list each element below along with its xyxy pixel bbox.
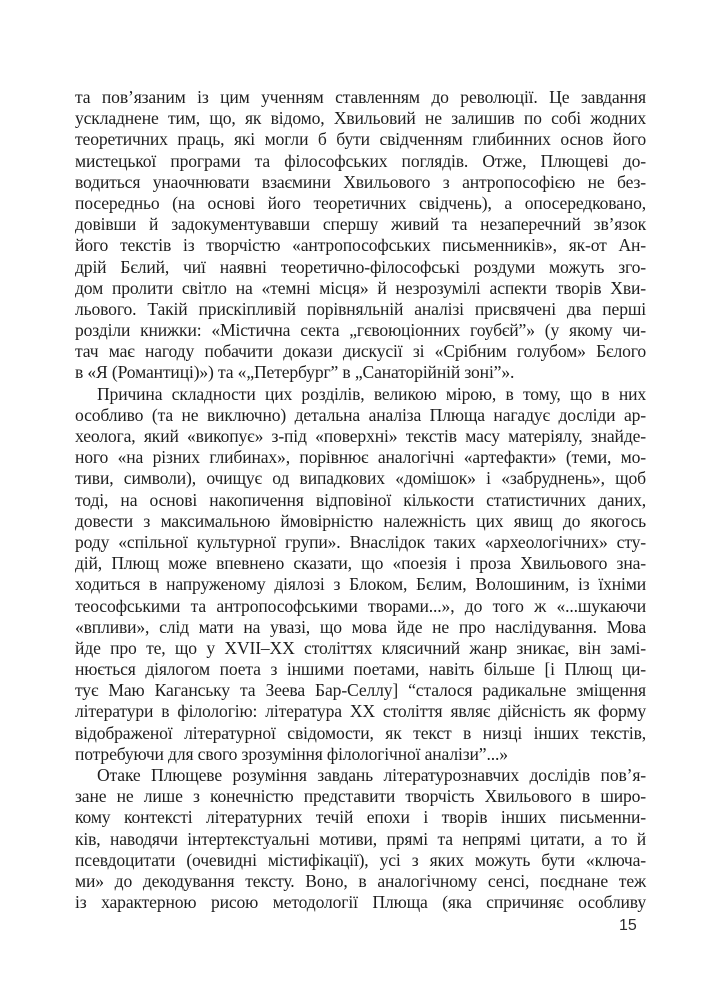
text-line: ного «на різних глибинах», порівнює аналогічні «артефакти» (теми, мо- xyxy=(75,447,646,468)
text-line: йде про те, що у XVII–XX століттях клясичний жанр зникає, він замі- xyxy=(75,637,646,658)
page-number: 15 xyxy=(619,917,637,934)
text-line: особливо (та не виключно) детальна аналіза Плюща нагадує досліди ар- xyxy=(75,404,646,425)
text-line: Причина складности цих розділів, великою мірою, в тому, що в них xyxy=(97,383,646,404)
text-line: його текстів із творчістю «антропософських письменників», як-от Ан- xyxy=(75,235,646,256)
text-line: розділи книжки: «Містична секта „гєвоюціонних гоубєй”» (у якому чи- xyxy=(75,320,646,341)
text-line: псевдоцитати (очевидні містифікації), усі з яких можуть бути «ключа- xyxy=(75,849,646,870)
text-line: льового. Такій прискіпливій порівняльній аналізі присвячені два перші xyxy=(75,298,646,319)
text-line: тач має нагоду побачити докази дискусії зі «Срібним голубом» Бєлого xyxy=(75,341,646,362)
text-line: тує Маю Каганську та Зеева Бар-Селлу] “сталося радикальне зміщення xyxy=(75,680,646,701)
text-line: хеолога, який «викопує» з-під «поверхні» текстів масу матеріялу, знайде- xyxy=(75,426,646,446)
text-line: із характерною рисою методології Плюща (яка спричиняє особливу xyxy=(75,892,646,913)
text-line: дрій Бєлий, чиї наявні теоретично-філософські роздуми можуть зго- xyxy=(75,256,646,277)
text-line: дій, Плющ може впевнено сказати, що «поезія і проза Хвильового зна- xyxy=(75,553,646,574)
body-text xyxy=(75,87,646,913)
text-line: ків, наводячи інтертекстуальні мотиви, прямі та непрямі цитати, а то й xyxy=(75,828,646,849)
text-line: роду «спільної культурної групи». Внаслідок таких «археологічних» сту- xyxy=(75,531,646,552)
text-line: дом пролити світло на «темні місця» й незрозумілі аспекти творів Хви- xyxy=(75,277,646,298)
text-line: в «Я (Романтиці)») та «„Петербург” в „Санаторійній зоні”». xyxy=(75,362,515,383)
text-line: ускладнене тим, що, як відомо, Хвильовий не залишив по собі жодних xyxy=(75,108,646,129)
text-line: «впливи», слід мати на увазі, що мова йде не про наслідування. Мова xyxy=(75,616,646,637)
text-line: та пов’язаним із цим ученням ставленням до революції. Це завдання xyxy=(75,87,646,107)
text-line: ми» до декодування тексту. Воно, в аналогічному сенсі, поєднане теж xyxy=(75,870,646,891)
text-line: потребуючи для свого зрозуміння філологічної аналізи”...» xyxy=(75,743,508,764)
text-line: посередньо (на основі його теоретичних свідчень), а опосередковано, xyxy=(75,192,646,213)
text-line: літератури в філологію: література XX століття являє дійсність як форму xyxy=(75,701,646,722)
paragraph xyxy=(75,87,646,384)
paragraph xyxy=(75,384,646,765)
text-line: відображеної літературної свідомости, як текст в низці інших текстів, xyxy=(75,722,646,743)
paragraph xyxy=(75,765,646,913)
text-line: мистецької програми та філософських поглядів. Отже, Плющеві до- xyxy=(75,150,646,171)
text-line: довести з максимальною ймовірністю належність цих явищ до якогось xyxy=(75,510,646,531)
text-line: зане не лише з конечністю представити творчість Хвильового в широ- xyxy=(75,786,646,807)
text-line: тиви, символи), очищує од випадкових «домішок» і «забруднень», щоб xyxy=(75,468,646,489)
text-line: теософськими та антропософськими творами...», до того ж «...шукаючи xyxy=(75,595,646,616)
text-line: довівши й задокументувавши спершу живий та незаперечний зв’язок xyxy=(75,214,646,235)
text-line: кому контексті літературних течій епохи і творів інших письменни- xyxy=(75,807,646,828)
text-line: ходиться в напруженому діялозі з Блоком, Бєлим, Волошиним, із їхніми xyxy=(75,574,646,595)
text-line: водиться унаочнювати взаємини Хвильового з антропософією не без- xyxy=(75,171,646,192)
text-line: тоді, на основі накопичення відповіної кількости статистичних даних, xyxy=(75,489,646,510)
text-line: Отаке Плющеве розуміння завдань літературознавчих дослідів пов’я- xyxy=(97,765,646,785)
text-line: нюється діялогом поета з іншими поетами, навіть більше [і Плющ ци- xyxy=(75,659,646,680)
text-line: теоретичних праць, які могли б бути свідченням глибинних основ його xyxy=(75,129,646,150)
